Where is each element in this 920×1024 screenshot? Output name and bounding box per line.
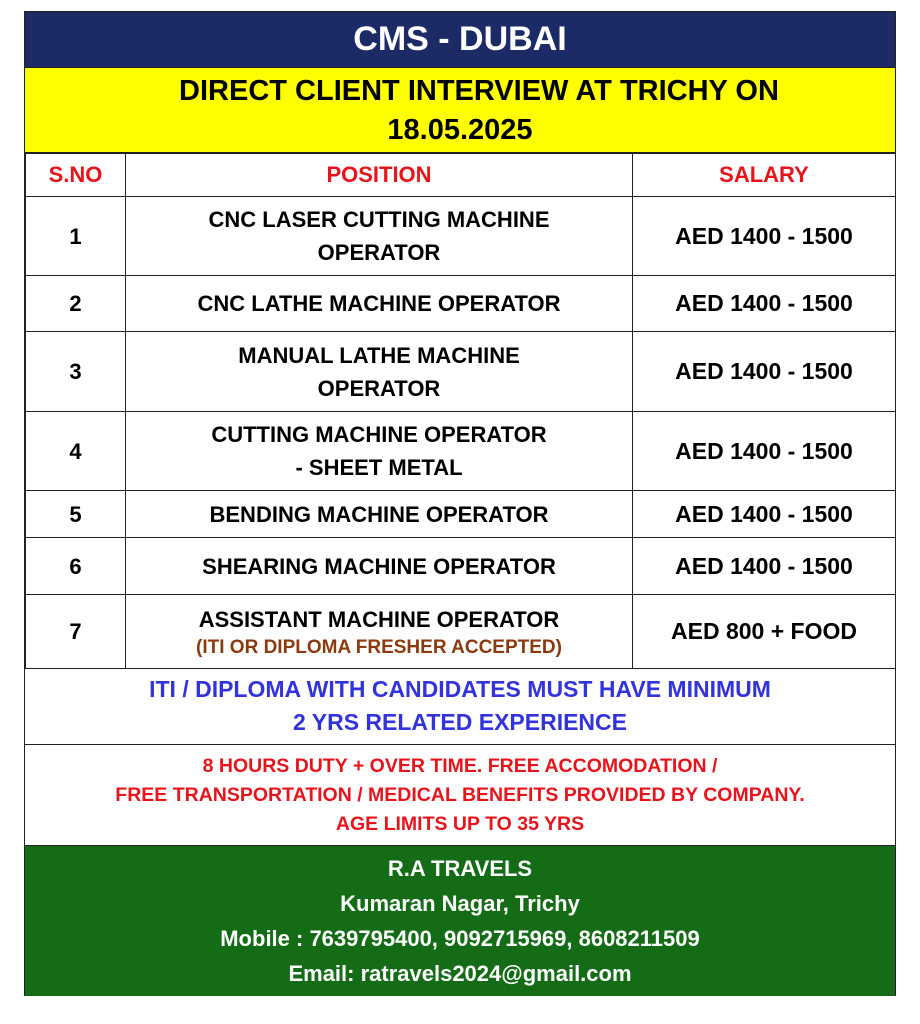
mobile-numbers: Mobile : 7639795400, 9092715969, 8608211509: [220, 926, 700, 951]
company-name: R.A TRAVELS: [387, 856, 533, 881]
requirement-line1: ITI / DIPLOMA WITH CANDIDATES MUST HAVE MINIMUM: [149, 675, 771, 702]
row-sno: 6: [26, 538, 126, 595]
interview-banner-line1: DIRECT CLIENT INTERVIEW AT TRICHY ON: [179, 75, 779, 107]
row-position: CNC LASER CUTTING MACHINE OPERATOR: [126, 197, 633, 276]
contact-footer: [25, 846, 895, 996]
row-salary: AED 1400 - 1500: [633, 412, 896, 491]
company-address: Kumaran Nagar, Trichy: [340, 891, 580, 916]
row-position: MANUAL LATHE MACHINE OPERATOR: [126, 332, 633, 412]
table-row: [26, 538, 896, 595]
table-row: [26, 276, 896, 332]
requirement-line2: 2 YRS RELATED EXPERIENCE: [292, 708, 627, 735]
row-salary: AED 1400 - 1500: [633, 538, 896, 595]
table-row: [26, 595, 896, 669]
table-row: [26, 412, 896, 491]
row-sno: 4: [26, 412, 126, 491]
row-salary: AED 1400 - 1500: [633, 332, 896, 412]
email-address: Email: ratravels2024@gmail.com: [288, 961, 632, 986]
positions-table: [25, 153, 896, 669]
row-position: CNC LATHE MACHINE OPERATOR: [126, 276, 633, 332]
benefits-line2: FREE TRANSPORTATION / MEDICAL BENEFITS PROVIDED BY COMPANY.: [115, 783, 805, 806]
row-position: SHEARING MACHINE OPERATOR: [126, 538, 633, 595]
experience-requirement: [25, 667, 895, 745]
interview-date: 18.05.2025: [387, 114, 533, 146]
header-sno: S.NO: [26, 154, 126, 197]
fresher-note: (ITI OR DIPLOMA FRESHER ACCEPTED): [196, 637, 562, 658]
header-salary: SALARY: [633, 154, 896, 197]
row-salary: AED 800 + FOOD: [633, 595, 896, 669]
benefits-block: [25, 745, 895, 846]
interview-banner: [25, 68, 895, 153]
benefits-line3: AGE LIMITS UP TO 35 YRS: [335, 812, 585, 835]
row-salary: AED 1400 - 1500: [633, 491, 896, 538]
table-row: [26, 197, 896, 276]
positions-table-wrap: [25, 153, 895, 667]
table-row: [26, 332, 896, 412]
row-position: BENDING MACHINE OPERATOR: [126, 491, 633, 538]
row-sno: 1: [26, 197, 126, 276]
row-sno: 2: [26, 276, 126, 332]
row-salary: AED 1400 - 1500: [633, 197, 896, 276]
row-sno: 3: [26, 332, 126, 412]
row-salary: AED 1400 - 1500: [633, 276, 896, 332]
row-sno: 7: [26, 595, 126, 669]
poster-title: CMS - DUBAI: [25, 12, 895, 68]
row-position: CUTTING MACHINE OPERATOR - SHEET METAL: [126, 412, 633, 491]
table-header-row: [26, 154, 896, 197]
row-sno: 5: [26, 491, 126, 538]
job-poster: [24, 11, 896, 996]
row-position: ASSISTANT MACHINE OPERATOR (ITI OR DIPLOMA FRESHER ACCEPTED): [126, 595, 633, 669]
header-position: POSITION: [126, 154, 633, 197]
benefits-line1: 8 HOURS DUTY + OVER TIME. FREE ACCOMODATION /: [202, 754, 718, 777]
table-row: [26, 491, 896, 538]
